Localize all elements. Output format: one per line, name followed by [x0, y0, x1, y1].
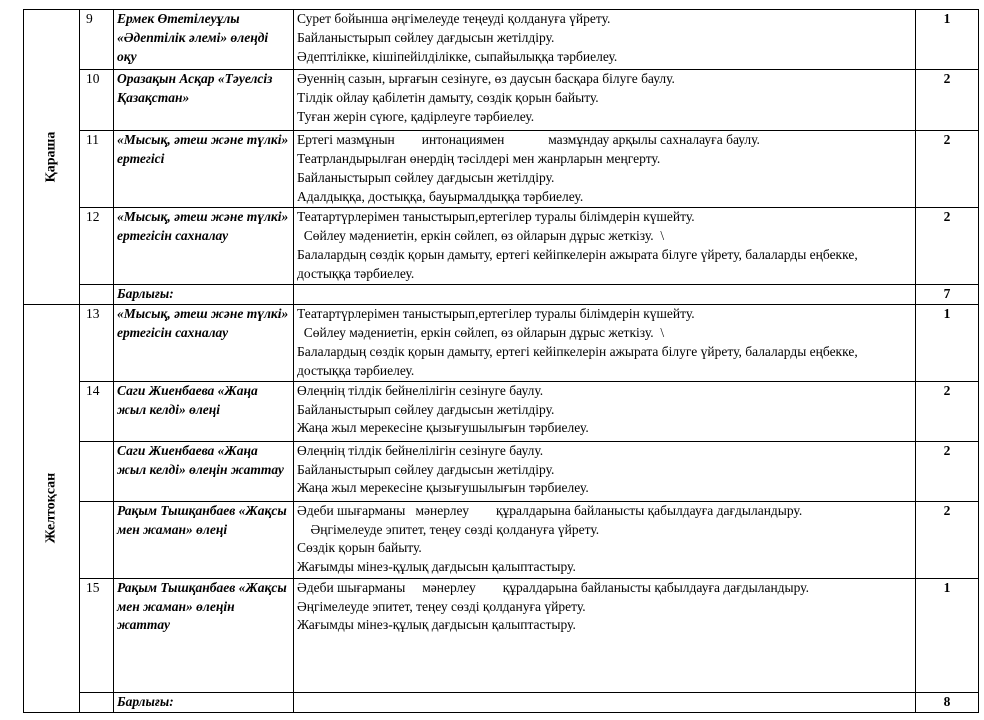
objective-line: Әдеби шығарманы мәнерлеу құралдарына байланысты қабылдауға дағдыландыру.	[297, 579, 809, 595]
objective-line: Өлеңнің тілдік бейнелілігін сезінуге баулу.	[297, 382, 544, 398]
objectives-cell	[294, 131, 916, 208]
total-row	[24, 285, 979, 305]
total-hours: 8	[916, 692, 979, 712]
objectives-cell	[294, 381, 916, 441]
row-number	[80, 501, 114, 578]
topic-title: Рақым Тышқанбаев «Жақсы мен жаман» өлеңін жаттау	[114, 578, 294, 692]
topic-title: Ермек Өтетілеуұлы «Әдептілік әлемі» өлеңді оқу	[114, 10, 294, 70]
objective-line: Жағымды мінез-құлық дағдысын қалыптастыру.	[297, 617, 576, 633]
objectives-cell	[294, 70, 916, 131]
objective-line: Балалардың сөздік қорын дамыту, ертегі кейіпкелерін ажырата білуге үйрету, балаларды еңбекке, достыққа тәрбиелеу.	[297, 343, 858, 378]
objectives-cell	[294, 208, 916, 285]
objectives-cell	[294, 10, 916, 70]
objective-line: Туған жерін сүюге, қадірлеуге тәрбиелеу.	[297, 108, 535, 124]
table-row	[24, 131, 979, 208]
table-row	[24, 578, 979, 692]
total-label: Барлығы:	[114, 692, 294, 712]
objectives-cell	[294, 501, 916, 578]
hours-cell: 1	[916, 305, 979, 382]
month-cell-december	[24, 305, 80, 713]
topic-title: «Мысық, әтеш және түлкі» ертегісі	[114, 131, 294, 208]
row-number: 11	[80, 131, 114, 208]
objective-line: Байланыстырып сөйлеу дағдысын жетілдіру.	[297, 169, 555, 185]
month-label: Желтоқсан	[43, 473, 59, 544]
objective-line: Жаңа жыл мерекесіне қызығушылығын тәрбиелеу.	[297, 420, 589, 436]
topic-title: «Мысық, әтеш және түлкі» ертегісін сахналау	[114, 305, 294, 382]
hours-cell: 2	[916, 70, 979, 131]
topic-title: Оразақын Асқар «Тәуелсіз Қазақстан»	[114, 70, 294, 131]
hours-cell: 2	[916, 208, 979, 285]
objective-line: Әңгімелеуде эпитет, теңеу сөзді қолдануға үйрету.	[297, 598, 586, 614]
objectives-cell	[294, 285, 916, 305]
table-row	[24, 208, 979, 285]
row-number	[80, 441, 114, 501]
total-label: Барлығы:	[114, 285, 294, 305]
objectives-cell	[294, 305, 916, 382]
topic-title: Саги Жиенбаева «Жаңа жыл келді» өлеңін жаттау	[114, 441, 294, 501]
objective-line: Жағымды мінез-құлық дағдысын қалыптастыру.	[297, 559, 576, 575]
objective-line: Байланыстырып сөйлеу дағдысын жетілдіру.	[297, 29, 555, 45]
objective-line: Сөздік қорын байыту.	[297, 540, 422, 556]
objectives-cell	[294, 692, 916, 712]
row-number: 10	[80, 70, 114, 131]
objective-line: Сөйлеу мәдениетін, еркін сөйлеп, өз ойларын дұрыс жеткізу. \	[297, 227, 665, 243]
objective-line: Әуеннің сазын, ырғағын сезінуге, өз даусын басқара білуге баулу.	[297, 71, 675, 86]
row-number	[80, 285, 114, 305]
objective-line: Адалдыққа, достыққа, бауырмалдыққа тәрбиелеу.	[297, 188, 584, 204]
objectives-cell	[294, 441, 916, 501]
table-row	[24, 70, 979, 131]
row-number: 14	[80, 381, 114, 441]
objective-line: Ертегі мазмұнын интонациямен мазмұндау арқылы сахналауға баулу.	[297, 132, 760, 147]
hours-cell: 1	[916, 578, 979, 692]
objective-line: Әңгімелеуде эпитет, теңеу сөзді қолдануға үйрету.	[297, 521, 600, 537]
row-number: 9	[80, 10, 114, 70]
table-row	[24, 441, 979, 501]
hours-cell: 2	[916, 131, 979, 208]
objective-line: Балалардың сөздік қорын дамыту, ертегі кейіпкелерін ажырата білуге үйрету, балаларды еңбекке, достыққа тәрбиелеу.	[297, 246, 858, 281]
objective-line: Әдептілікке, кішіпейілділікке, сыпайылыққа тәрбиелеу.	[297, 48, 618, 64]
topic-title: Рақым Тышқанбаев «Жақсы мен жаман» өлеңі	[114, 501, 294, 578]
objective-line: Театартүрлерімен таныстырып,ертегілер туралы білімдерін күшейту.	[297, 306, 695, 321]
hours-cell: 2	[916, 441, 979, 501]
objective-line: Сурет бойынша әңгімелеуде теңеуді қолдануға үйрету.	[297, 11, 611, 26]
objective-line: Сөйлеу мәдениетін, еркін сөйлеп, өз ойларын дұрыс жеткізу. \	[297, 324, 665, 340]
objective-line: Өлеңнің тілдік бейнелілігін сезінуге баулу.	[297, 442, 544, 458]
objective-line: Театартүрлерімен таныстырып,ертегілер туралы білімдерін күшейту.	[297, 209, 695, 224]
month-label: Қараша	[43, 131, 59, 183]
hours-cell: 1	[916, 10, 979, 70]
table-row	[24, 305, 979, 382]
table-row	[24, 10, 979, 70]
objectives-cell	[294, 578, 916, 692]
hours-cell: 2	[916, 381, 979, 441]
objective-line: Тілдік ойлау қабілетін дамыту, сөздік қорын байыту.	[297, 89, 599, 105]
row-number	[80, 692, 114, 712]
topic-title: Саги Жиенбаева «Жаңа жыл келді» өлеңі	[114, 381, 294, 441]
row-number: 13	[80, 305, 114, 382]
row-number: 15	[80, 578, 114, 692]
total-row	[24, 692, 979, 712]
objective-line: Байланыстырып сөйлеу дағдысын жетілдіру.	[297, 401, 555, 417]
month-cell-november	[24, 10, 80, 305]
objective-line: Театрландырылған өнердің тәсілдері мен жанрларын меңгерту.	[297, 150, 661, 166]
objective-line: Әдеби шығарманы мәнерлеу құралдарына байланысты қабылдауға дағдыландыру.	[297, 502, 803, 518]
topic-title: «Мысық, әтеш және түлкі» ертегісін сахналау	[114, 208, 294, 285]
table-row	[24, 501, 979, 578]
row-number: 12	[80, 208, 114, 285]
objective-line: Байланыстырып сөйлеу дағдысын жетілдіру.	[297, 461, 555, 477]
total-hours: 7	[916, 285, 979, 305]
lesson-plan-table	[23, 9, 979, 713]
objective-line: Жаңа жыл мерекесіне қызығушылығын тәрбиелеу.	[297, 480, 589, 496]
hours-cell: 2	[916, 501, 979, 578]
table-row	[24, 381, 979, 441]
